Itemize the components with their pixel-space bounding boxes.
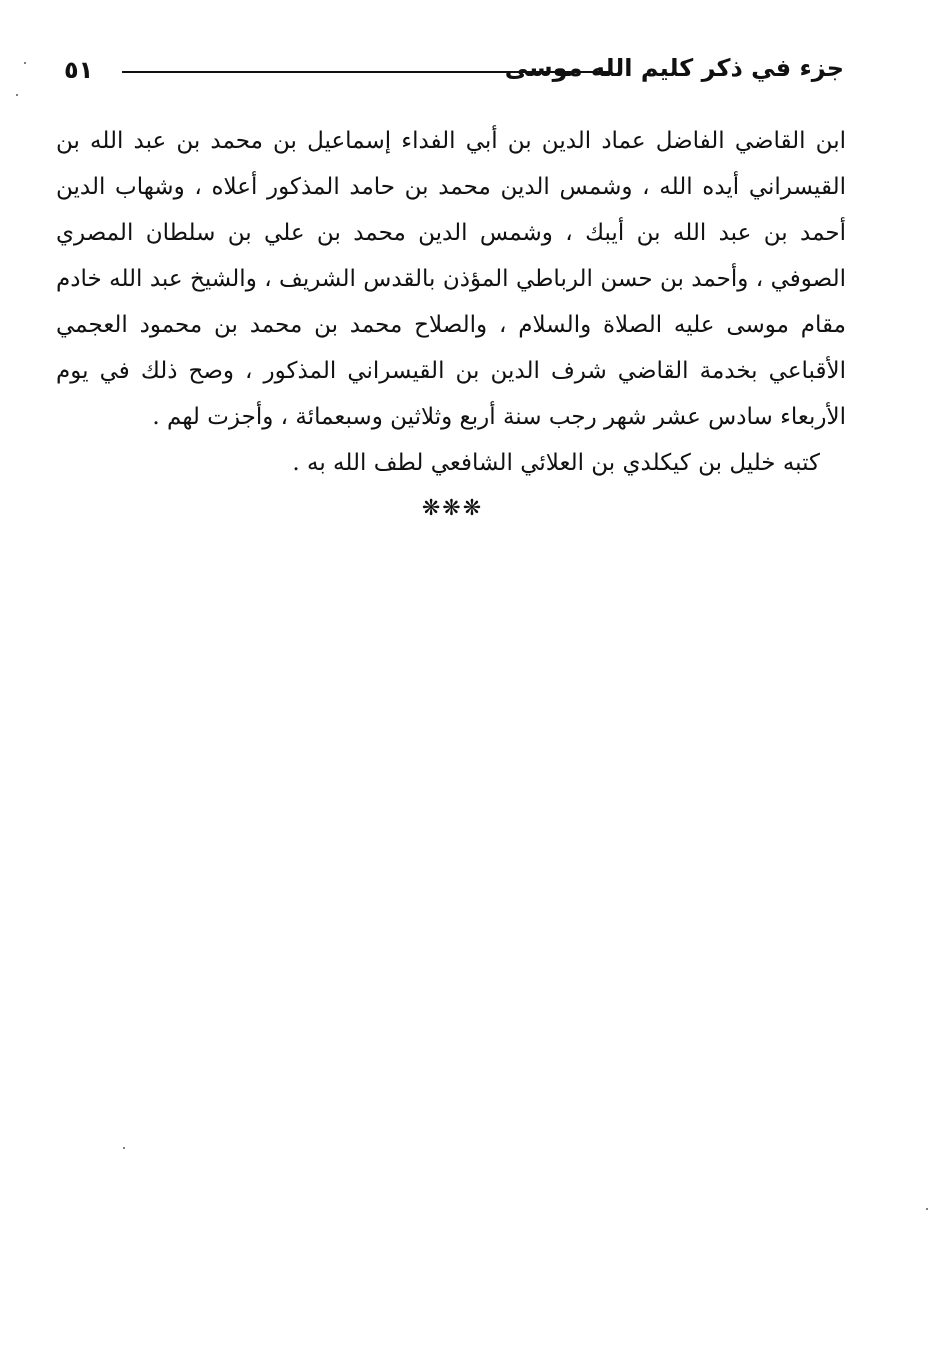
running-title: جزء في ذكر كليم الله موسى (504, 54, 844, 82)
text-line: الأربعاء سادس عشر شهر رجب سنة أربع وثلاثين وسبعمائة ، وأجزت لهم . (152, 404, 846, 430)
signature-line: كتبه خليل بن كيكلدي بن العلائي الشافعي لطف الله به . (292, 450, 820, 476)
text-line: الأقباعي بخدمة القاضي شرف الدين بن القيسراني المذكور ، وصح ذلك في يوم (56, 358, 846, 384)
scan-speck (123, 1147, 125, 1149)
scan-speck (16, 94, 18, 96)
section-separator: ❋❋❋ (421, 496, 484, 521)
page-header (64, 54, 844, 94)
scan-speck (24, 62, 26, 64)
text-line: القيسراني أيده الله ، وشمس الدين محمد بن حامد المذكور أعلاه ، وشهاب الدين (56, 174, 846, 200)
scan-speck (926, 1208, 928, 1210)
page-number: ٥١ (64, 56, 94, 84)
text-line: مقام موسى عليه الصلاة والسلام ، والصلاح محمد بن محمد بن محمود العجمي (56, 312, 846, 338)
text-line: ابن القاضي الفاضل عماد الدين بن أبي الفداء إسماعيل بن محمد بن عبد الله بن (56, 128, 846, 154)
body-text (56, 118, 846, 486)
text-line: أحمد بن عبد الله بن أيبك ، وشمس الدين محمد بن علي بن سلطان المصري (56, 220, 846, 246)
text-line: الصوفي ، وأحمد بن حسن الرباطي المؤذن بالقدس الشريف ، والشيخ عبد الله خادم (56, 266, 846, 292)
